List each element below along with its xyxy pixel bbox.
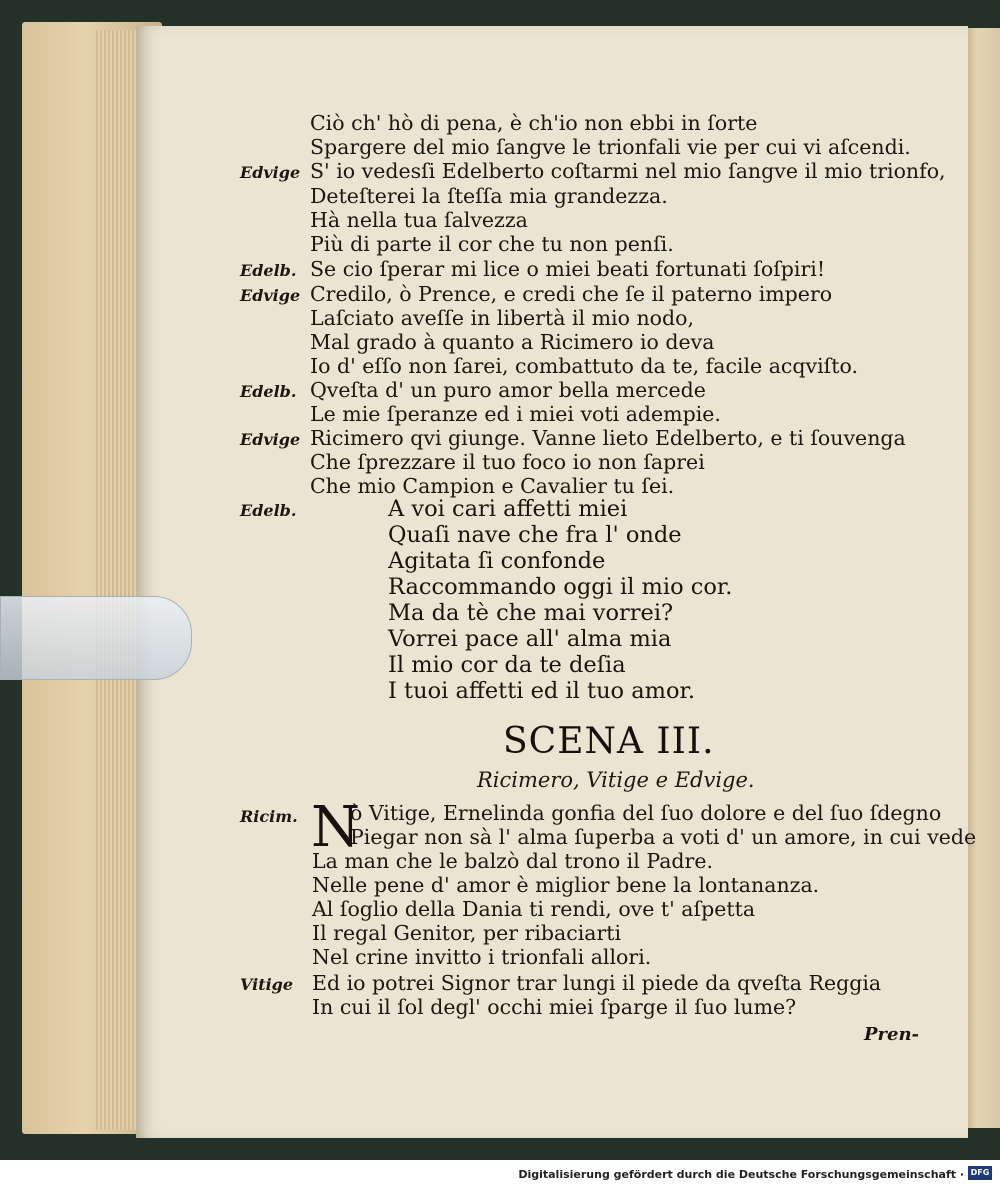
- dialogue-line: Io d' eſſo non ſarei, combattuto da te, facile acqviſto.: [310, 354, 858, 378]
- dialogue-line: Il regal Genitor, per ribaciarti: [312, 921, 622, 945]
- dialogue-line: Ricimero qvi giunge. Vanne lieto Edelberto, e ti ſouvenga: [310, 426, 906, 450]
- speaker-label: Edvige: [240, 430, 301, 449]
- dialogue-line: Credilo, ò Prence, e credi che ſe il paterno impero: [310, 282, 833, 306]
- dialogue-line: La man che le balzò dal trono il Padre.: [312, 849, 713, 873]
- scene-heading: SCENA III.: [503, 721, 715, 762]
- dialogue-line: Che ſprezzare il tuo foco io non ſaprei: [310, 450, 705, 474]
- dialogue-line: Le mie ſperanze ed i miei voti adempie.: [310, 402, 721, 426]
- dfg-logo: DFG: [968, 1166, 992, 1180]
- dialogue-line: Laſciato aveſſe in libertà il mio nodo,: [310, 306, 694, 330]
- dialogue-line: S' io vedesſi Edelberto coſtarmi nel mio ſangve il mio trionfo,: [310, 159, 946, 183]
- speaker-label: Edelb.: [240, 261, 297, 280]
- dialogue-line: Piegar non sà l' alma ſuperba a voti d' un amore, in cui vede: [350, 825, 977, 849]
- dialogue-line: In cui il ſol degl' occhi miei ſparge il ſuo lume?: [312, 995, 797, 1019]
- aria-line: I tuoi affetti ed il tuo amor.: [388, 678, 695, 704]
- drop-cap: N: [311, 795, 360, 860]
- digitization-credit: Digitalisierung gefördert durch die Deutsche Forschungsgemeinschaft ·: [518, 1168, 964, 1181]
- aria-line: Vorrei pace all' alma mia: [388, 626, 672, 652]
- dialogue-line: Deteſterei la ſteſſa mia grandezza.: [310, 184, 668, 208]
- speaker-label: Edelb.: [240, 382, 297, 401]
- aria-line: A voi cari affetti miei: [388, 496, 628, 522]
- scene-characters: Ricimero, Vitige e Edvige.: [477, 768, 755, 792]
- aria-line: Quaſi nave che fra l' onde: [388, 522, 682, 548]
- dialogue-line: Hà nella tua ſalvezza: [310, 208, 528, 232]
- speaker-label: Edvige: [240, 286, 301, 305]
- dialogue-line: Spargere del mio ſangve le trionfali vie per cui vi aſcendi.: [310, 135, 911, 159]
- dialogue-line: Se cio ſperar mi lice o miei beati fortunati ſoſpiri!: [310, 257, 826, 281]
- page-holder-clip: [0, 596, 192, 680]
- speaker-label: Ricim.: [240, 807, 298, 826]
- dialogue-line: Più di parte il cor che tu non penſi.: [310, 232, 674, 256]
- dialogue-line: Ed io potrei Signor trar lungi il piede da qveſta Reggia: [312, 971, 882, 995]
- speaker-label: Edvige: [240, 163, 301, 182]
- dialogue-line: Mal grado à quanto a Ricimero io deva: [310, 330, 715, 354]
- catchword: Pren-: [864, 1024, 920, 1045]
- aria-line: Il mio cor da te deſia: [388, 652, 626, 678]
- dialogue-line: Nel crine invitto i trionfali allori.: [312, 945, 652, 969]
- dialogue-line: Nelle pene d' amor è miglior bene la lontananza.: [312, 873, 820, 897]
- dialogue-line: Al ſoglio della Dania ti rendi, ove t' aſpetta: [312, 897, 756, 921]
- dialogue-line: Ciò ch' hò di pena, è ch'io non ebbi in ſorte: [310, 111, 758, 135]
- speaker-label: Edelb.: [240, 501, 297, 520]
- dialogue-line: ò Vitige, Ernelinda gonfia del ſuo dolore e del ſuo ſdegno: [350, 801, 942, 825]
- speaker-label: Vitige: [240, 975, 294, 994]
- dialogue-line: Qveſta d' un puro amor bella mercede: [310, 378, 706, 402]
- aria-line: Agitata ſi confonde: [388, 548, 606, 574]
- dialogue-line: Che mio Campion e Cavalier tu ſei.: [310, 474, 675, 498]
- aria-line: Ma da tè che mai vorrei?: [388, 600, 674, 626]
- aria-line: Raccommando oggi il mio cor.: [388, 574, 733, 600]
